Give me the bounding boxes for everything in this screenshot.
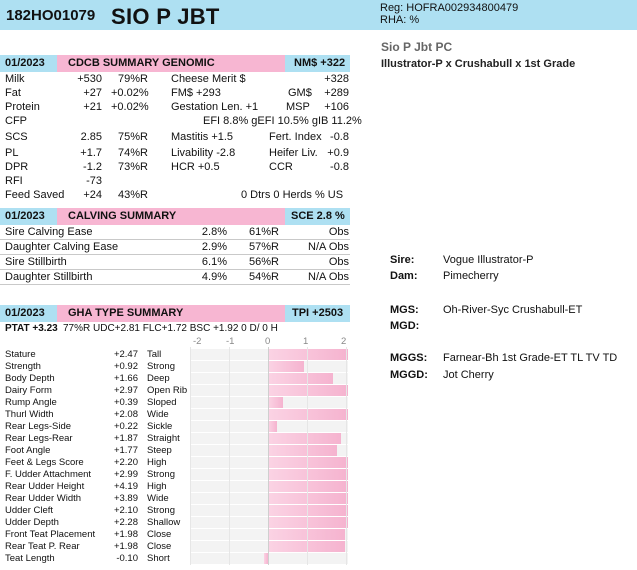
trait-descriptor: Strong [147, 361, 175, 372]
calving-header [0, 208, 350, 225]
mggs-name: Farnear-Bh 1st Grade-ET TL TV TD [443, 352, 618, 364]
chart-gridline [268, 347, 269, 565]
sce-value: SCE 2.8 % [291, 210, 345, 222]
trait-descriptor: Sickle [147, 421, 173, 432]
trait-name: F. Udder Attachment [5, 469, 92, 480]
type-title: GHA TYPE SUMMARY [68, 307, 184, 319]
trait-row [0, 517, 350, 529]
trait-name: Thurl Width [5, 409, 54, 420]
trait-name: Body Depth [5, 373, 55, 384]
trait-value: +4.19 [113, 481, 138, 492]
trait-bar [268, 397, 283, 408]
trait-row [0, 349, 350, 361]
trait-row [0, 529, 350, 541]
dam-name: Pimecherry [443, 270, 499, 282]
trait-name: Teat Length [5, 553, 55, 564]
tpi-value: TPI +2503 [292, 307, 344, 319]
axis-tick-label: -1 [226, 336, 235, 347]
mggd-name: Jot Cherry [443, 369, 494, 381]
mgd-label: MGD: [390, 320, 420, 332]
trait-bar-track [190, 553, 348, 564]
trait-name: Rear Teat P. Rear [5, 541, 80, 552]
trait-value: +0.92 [113, 361, 138, 372]
genomic-row-dpr: DPR -1.2 73%R HCR +0.5 CCR -0.8 [5, 161, 349, 173]
calving-row: Sire Stillbirth 6.1% 56%R Obs [5, 256, 349, 268]
trait-descriptor: High [147, 481, 167, 492]
trait-value: +2.99 [113, 469, 138, 480]
short-name: Sio P Jbt PC [381, 40, 453, 54]
trait-row [0, 481, 350, 493]
axis-tick-label: 0 [265, 336, 271, 347]
trait-row [0, 361, 350, 373]
trait-value: +2.97 [113, 385, 138, 396]
genomic-row-scs: SCS 2.85 75%R Mastitis +1.5 Fert. Index -0.8 [5, 131, 349, 143]
trait-descriptor: Tall [147, 349, 162, 360]
genomic-row-milk: Milk +530 79%R Cheese Merit $ +328 [5, 73, 349, 85]
trait-row [0, 409, 350, 421]
trait-descriptor: Close [147, 529, 172, 540]
mggd-label: MGGD: [390, 369, 428, 381]
calving-row: Sire Calving Ease 2.8% 61%R Obs [5, 226, 349, 238]
calving-row: Daughter Stillbirth 4.9% 54%R N/A Obs [5, 271, 349, 283]
header-bar [0, 0, 637, 30]
trait-row [0, 469, 350, 481]
trait-name: Front Teat Placement [5, 529, 96, 540]
trait-name: Rear Udder Width [5, 493, 82, 504]
type-date: 01/2023 [5, 307, 45, 319]
rha-value: RHA: % [380, 14, 420, 26]
trait-row [0, 385, 350, 397]
chart-gridline [346, 347, 347, 565]
chart-gridline [190, 347, 191, 565]
calving-row: Daughter Calving Ease 2.9% 57%R N/A Obs [5, 241, 349, 253]
trait-row [0, 397, 350, 409]
trait-bar [268, 385, 348, 396]
axis-tick-label: -2 [193, 336, 202, 347]
trait-row [0, 421, 350, 433]
trait-row [0, 445, 350, 457]
axis-tick-label: 1 [303, 336, 309, 347]
trait-bar [268, 409, 348, 420]
trait-row [0, 553, 350, 565]
trait-name: Strength [5, 361, 41, 372]
trait-bar [268, 505, 348, 516]
trait-descriptor: Wide [147, 493, 169, 504]
trait-name: Udder Depth [5, 517, 59, 528]
trait-value: +2.47 [113, 349, 138, 360]
calving-table [0, 225, 350, 287]
chart-gridline [307, 347, 308, 565]
bull-name: SIO P JBT [111, 4, 220, 29]
type-header [0, 305, 350, 322]
trait-value: +1.87 [113, 433, 138, 444]
trait-bar [268, 493, 348, 504]
genomic-header [0, 55, 350, 72]
mgs-name: Oh-River-Syc Crushabull-ET [443, 304, 583, 316]
ptat-detail: 77%R UDC+2.81 FLC+1.72 BSC +1.92 0 D/ 0 H [63, 323, 278, 334]
genomic-row-cfp: CFP EFI 8.8% gEFI 10.5% gIB 11.2% [5, 115, 362, 127]
trait-name: Rump Angle [5, 397, 57, 408]
sire-label: Sire: [390, 254, 415, 266]
trait-descriptor: Wide [147, 409, 169, 420]
genomic-row-rfi: RFI -73 [5, 175, 102, 187]
trait-bar [268, 469, 348, 480]
trait-bar [268, 457, 348, 468]
genomic-date: 01/2023 [5, 57, 45, 69]
genomic-row-pl: PL +1.7 74%R Livability -2.8 Heifer Liv. +0.9 [5, 147, 349, 159]
genomic-row-fat: Fat +27 +0.02% FM$ +293 GM$ +289 [5, 87, 349, 99]
trait-value: +1.77 [113, 445, 138, 456]
bull-code: 182HO01079 [6, 7, 96, 24]
mgs-label: MGS: [390, 304, 419, 316]
trait-bar [268, 373, 333, 384]
trait-name: Udder Cleft [5, 505, 54, 516]
trait-name: Rear Legs-Side [5, 421, 72, 432]
trait-value: +3.89 [113, 493, 138, 504]
trait-value: +2.10 [113, 505, 138, 516]
trait-row [0, 457, 350, 469]
registration-number: Reg: HOFRA002934800479 [380, 2, 519, 14]
genomic-title: CDCB SUMMARY GENOMIC [68, 57, 215, 69]
trait-name: Feet & Legs Score [5, 457, 84, 468]
genomic-row-feed-saved: Feed Saved +24 43%R 0 Dtrs 0 Herds % US [5, 189, 344, 201]
trait-value: +2.08 [113, 409, 138, 420]
trait-value: +0.22 [113, 421, 138, 432]
trait-bar [268, 433, 341, 444]
trait-descriptor: Open Rib [147, 385, 188, 396]
trait-name: Rear Udder Height [5, 481, 85, 492]
trait-row [0, 505, 350, 517]
trait-value: +1.66 [113, 373, 138, 384]
trait-bar [268, 481, 348, 492]
trait-name: Foot Angle [5, 445, 51, 456]
trait-descriptor: Shallow [147, 517, 181, 528]
trait-value: +1.98 [113, 541, 138, 552]
trait-value: +0.39 [113, 397, 138, 408]
trait-descriptor: Strong [147, 505, 175, 516]
calving-date: 01/2023 [5, 210, 45, 222]
trait-bar [268, 349, 348, 360]
sire-name: Vogue Illustrator-P [443, 254, 534, 266]
trait-row [0, 433, 350, 445]
type-trait-chart [0, 336, 350, 566]
trait-value: -0.10 [116, 553, 138, 564]
trait-bar [268, 517, 348, 528]
trait-row [0, 493, 350, 505]
sire-dam-block [390, 254, 630, 389]
dam-label: Dam: [390, 270, 418, 282]
genomic-row-protein: Protein +21 +0.02% Gestation Len. +1 MSP +106 [5, 101, 349, 113]
trait-bar [268, 421, 277, 432]
chart-gridline [229, 347, 230, 565]
trait-bar [268, 361, 304, 372]
axis-tick-label: 2 [341, 336, 347, 347]
trait-name: Stature [5, 349, 36, 360]
trait-descriptor: Short [147, 553, 170, 564]
trait-descriptor: Strong [147, 469, 175, 480]
ptat-label: PTAT +3.23 [5, 323, 58, 334]
trait-row [0, 373, 350, 385]
trait-row [0, 541, 350, 553]
pedigree-line: Illustrator-P x Crushabull x 1st Grade [381, 58, 576, 70]
calving-title: CALVING SUMMARY [68, 210, 177, 222]
mggs-label: MGGS: [390, 352, 428, 364]
trait-bar [268, 445, 337, 456]
genomic-table [0, 72, 362, 206]
trait-value: +2.28 [113, 517, 138, 528]
trait-descriptor: Steep [147, 445, 172, 456]
trait-value: +2.20 [113, 457, 138, 468]
trait-value: +1.98 [113, 529, 138, 540]
trait-descriptor: Close [147, 541, 172, 552]
trait-name: Rear Legs-Rear [5, 433, 73, 444]
calving-divider [0, 284, 350, 285]
nm-dollar: NM$ +322 [294, 57, 346, 69]
trait-descriptor: Deep [147, 373, 170, 384]
trait-descriptor: High [147, 457, 167, 468]
trait-name: Dairy Form [5, 385, 52, 396]
trait-descriptor: Sloped [147, 397, 177, 408]
trait-descriptor: Straight [147, 433, 180, 444]
